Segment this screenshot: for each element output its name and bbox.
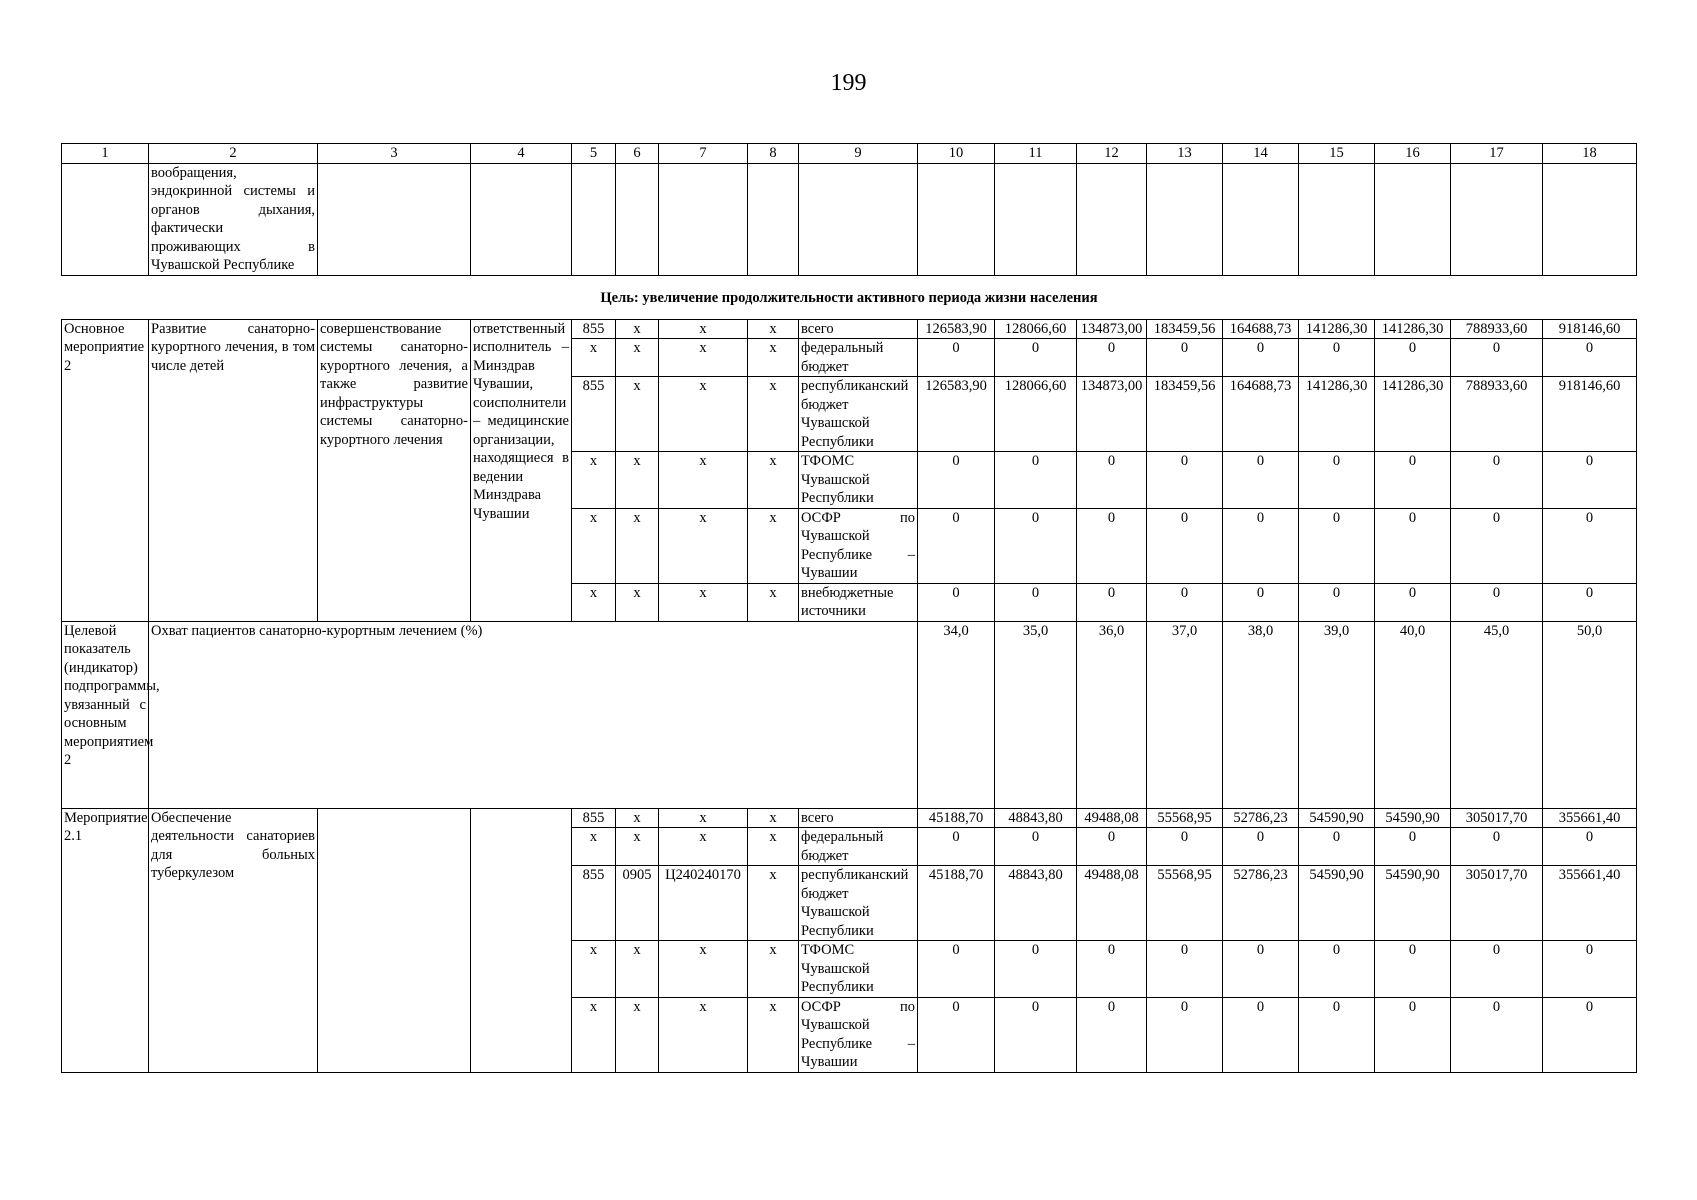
section-code: 0905 [616,866,659,941]
expense-code: х [748,583,799,621]
indicator-value: 45,0 [1451,621,1543,808]
value-cell: 0 [1451,997,1543,1072]
value-cell: 355661,40 [1543,866,1637,941]
value-cell: 0 [1147,941,1223,998]
cell-empty [659,163,748,275]
header-cell: 3 [318,144,471,164]
target-code: х [659,452,748,509]
grbs-code: х [572,997,616,1072]
value-cell: 0 [995,941,1077,998]
value-cell: 0 [1077,828,1147,866]
value-cell: 0 [1223,508,1299,583]
indicator-text: Охват пациентов санаторно-курортным лечением (%) [149,621,918,808]
funding-source: ТФОМС Чувашской Республики [799,452,918,509]
target-code: х [659,808,748,828]
main-event-goal: совершенствование системы санаторно-курортного лечения, а также развитие инфраструктуры системы санаторно-курортного лечения [318,319,471,621]
value-cell: 0 [1375,997,1451,1072]
target-code: х [659,828,748,866]
header-cell: 9 [799,144,918,164]
value-cell: 0 [1375,339,1451,377]
value-cell: 0 [918,583,995,621]
cell-empty [62,163,149,275]
cell-empty [1375,163,1451,275]
header-cell: 12 [1077,144,1147,164]
value-cell: 128066,60 [995,319,1077,339]
indicator-value: 34,0 [918,621,995,808]
value-cell: 0 [1077,583,1147,621]
target-code: х [659,583,748,621]
value-cell: 0 [1299,339,1375,377]
section-code: х [616,941,659,998]
grbs-code: 855 [572,866,616,941]
value-cell: 54590,90 [1299,808,1375,828]
value-cell: 0 [995,508,1077,583]
cell-empty [799,163,918,275]
funding-source: ОСФР по Чувашской Республике – Чувашии [799,508,918,583]
funding-source: ТФОМС Чувашской Республики [799,941,918,998]
funding-source: федеральный бюджет [799,339,918,377]
value-cell: 52786,23 [1223,866,1299,941]
value-cell: 134873,00 [1077,319,1147,339]
value-cell: 141286,30 [1299,319,1375,339]
funding-source: внебюджетные источники [799,583,918,621]
section-code: х [616,339,659,377]
funding-source: республиканский бюджет Чувашской Республики [799,866,918,941]
value-cell: 788933,60 [1451,319,1543,339]
value-cell: 0 [1147,828,1223,866]
value-cell: 305017,70 [1451,808,1543,828]
header-row [62,144,1637,164]
value-cell: 305017,70 [1451,866,1543,941]
expense-code: х [748,508,799,583]
cell-empty [318,808,471,1072]
indicator-value: 50,0 [1543,621,1637,808]
value-cell: 0 [1451,339,1543,377]
value-cell: 0 [1223,583,1299,621]
value-cell: 55568,95 [1147,808,1223,828]
value-cell: 0 [1299,583,1375,621]
goal-heading: Цель: увеличение продолжительности активного периода жизни населения [62,275,1637,319]
value-cell: 0 [1543,828,1637,866]
main-event-executor: ответственный исполнитель – Минздрав Чувашии, соисполнители – медицинские организации, находящиеся в ведении Минздрава Чувашии [471,319,572,621]
value-cell: 128066,60 [995,377,1077,452]
value-cell: 788933,60 [1451,377,1543,452]
value-cell: 0 [918,508,995,583]
value-cell: 918146,60 [1543,377,1637,452]
target-code: Ц240240170 [659,866,748,941]
cell-empty [1543,163,1637,275]
grbs-code: 855 [572,319,616,339]
value-cell: 45188,70 [918,866,995,941]
value-cell: 0 [918,452,995,509]
cell-empty [1451,163,1543,275]
page-number: 199 [830,70,867,96]
header-cell: 10 [918,144,995,164]
value-cell: 0 [1451,828,1543,866]
continuation-text: вообращения, эндокринной системы и органов дыхания, фактически проживающих в Чувашской Республике [149,163,318,275]
expense-code: х [748,377,799,452]
cell-empty [318,163,471,275]
funding-source: всего [799,319,918,339]
expense-code: х [748,808,799,828]
budget-table [61,143,1637,1073]
indicator-value: 39,0 [1299,621,1375,808]
table-row [62,319,1637,339]
funding-source: всего [799,808,918,828]
value-cell: 0 [1375,941,1451,998]
header-cell: 13 [1147,144,1223,164]
indicator-row [62,621,1637,808]
cell-empty [748,163,799,275]
expense-code: х [748,866,799,941]
grbs-code: х [572,452,616,509]
value-cell: 164688,73 [1223,319,1299,339]
target-code: х [659,997,748,1072]
value-cell: 48843,80 [995,866,1077,941]
value-cell: 0 [995,583,1077,621]
target-code: х [659,941,748,998]
value-cell: 0 [1375,583,1451,621]
goal-row [62,275,1637,319]
expense-code: х [748,339,799,377]
cell-empty [1077,163,1147,275]
value-cell: 0 [995,452,1077,509]
value-cell: 0 [1299,508,1375,583]
grbs-code: 855 [572,377,616,452]
indicator-value: 37,0 [1147,621,1223,808]
value-cell: 0 [918,828,995,866]
value-cell: 183459,56 [1147,377,1223,452]
funding-source: федеральный бюджет [799,828,918,866]
value-cell: 0 [1375,828,1451,866]
grbs-code: х [572,941,616,998]
header-cell: 2 [149,144,318,164]
value-cell: 0 [1077,941,1147,998]
section-code: х [616,508,659,583]
value-cell: 0 [1077,508,1147,583]
expense-code: х [748,452,799,509]
funding-source: республиканский бюджет Чувашской Республики [799,377,918,452]
target-code: х [659,508,748,583]
value-cell: 45188,70 [918,808,995,828]
main-event-label: Основное мероприятие 2 [62,319,149,621]
value-cell: 0 [1299,452,1375,509]
expense-code: х [748,941,799,998]
value-cell: 0 [1451,508,1543,583]
cell-empty [918,163,995,275]
value-cell: 54590,90 [1299,866,1375,941]
target-code: х [659,319,748,339]
header-cell: 6 [616,144,659,164]
cell-empty [995,163,1077,275]
value-cell: 0 [1077,997,1147,1072]
value-cell: 355661,40 [1543,808,1637,828]
value-cell: 0 [1147,452,1223,509]
cell-empty [1147,163,1223,275]
header-cell: 11 [995,144,1077,164]
value-cell: 0 [918,339,995,377]
expense-code: х [748,997,799,1072]
sub-event-label: Мероприятие 2.1 [62,808,149,1072]
section-code: х [616,377,659,452]
section-code: х [616,808,659,828]
value-cell: 0 [1223,828,1299,866]
indicator-value: 36,0 [1077,621,1147,808]
value-cell: 0 [918,997,995,1072]
value-cell: 0 [995,997,1077,1072]
section-code: х [616,997,659,1072]
header-cell: 4 [471,144,572,164]
header-cell: 14 [1223,144,1299,164]
funding-source: ОСФР по Чувашской Республике – Чувашии [799,997,918,1072]
section-code: х [616,583,659,621]
value-cell: 164688,73 [1223,377,1299,452]
value-cell: 0 [1299,997,1375,1072]
value-cell: 0 [1543,452,1637,509]
value-cell: 0 [1543,339,1637,377]
cell-empty [1223,163,1299,275]
value-cell: 0 [1375,452,1451,509]
value-cell: 0 [1375,508,1451,583]
header-cell: 16 [1375,144,1451,164]
table-row [62,808,1637,828]
grbs-code: х [572,508,616,583]
indicator-label: Целевой показатель (индикатор) подпрограммы, увязанный с основным мероприятием 2 [62,621,149,808]
cell-empty [1299,163,1375,275]
value-cell: 141286,30 [1299,377,1375,452]
header-cell: 1 [62,144,149,164]
value-cell: 0 [1299,828,1375,866]
section-code: х [616,319,659,339]
target-code: х [659,339,748,377]
main-event-title: Развитие санаторно-курортного лечения, в том числе детей [149,319,318,621]
value-cell: 49488,08 [1077,808,1147,828]
grbs-code: х [572,583,616,621]
cell-empty [471,808,572,1072]
target-code: х [659,377,748,452]
value-cell: 141286,30 [1375,377,1451,452]
header-cell: 15 [1299,144,1375,164]
indicator-value: 38,0 [1223,621,1299,808]
value-cell: 0 [1077,339,1147,377]
value-cell: 0 [1147,508,1223,583]
header-cell: 17 [1451,144,1543,164]
grbs-code: х [572,339,616,377]
section-code: х [616,828,659,866]
value-cell: 0 [1223,997,1299,1072]
expense-code: х [748,319,799,339]
value-cell: 126583,90 [918,377,995,452]
value-cell: 48843,80 [995,808,1077,828]
value-cell: 54590,90 [1375,808,1451,828]
grbs-code: х [572,828,616,866]
value-cell: 55568,95 [1147,866,1223,941]
value-cell: 0 [1147,997,1223,1072]
value-cell: 0 [1451,452,1543,509]
value-cell: 54590,90 [1375,866,1451,941]
value-cell: 49488,08 [1077,866,1147,941]
value-cell: 141286,30 [1375,319,1451,339]
header-cell: 8 [748,144,799,164]
value-cell: 0 [918,941,995,998]
continuation-row [62,163,1637,275]
value-cell: 0 [1543,941,1637,998]
section-code: х [616,452,659,509]
value-cell: 0 [1451,583,1543,621]
value-cell: 0 [1543,508,1637,583]
value-cell: 918146,60 [1543,319,1637,339]
grbs-code: 855 [572,808,616,828]
expense-code: х [748,828,799,866]
value-cell: 0 [1451,941,1543,998]
value-cell: 0 [1299,941,1375,998]
value-cell: 0 [995,339,1077,377]
value-cell: 126583,90 [918,319,995,339]
cell-empty [572,163,616,275]
cell-empty [471,163,572,275]
value-cell: 0 [995,828,1077,866]
indicator-value: 35,0 [995,621,1077,808]
cell-empty [616,163,659,275]
indicator-value: 40,0 [1375,621,1451,808]
header-cell: 18 [1543,144,1637,164]
header-cell: 7 [659,144,748,164]
value-cell: 0 [1543,583,1637,621]
value-cell: 0 [1147,583,1223,621]
value-cell: 0 [1543,997,1637,1072]
value-cell: 0 [1223,941,1299,998]
value-cell: 0 [1223,452,1299,509]
header-cell: 5 [572,144,616,164]
sub-event-title: Обеспечение деятельности санаториев для больных туберкулезом [149,808,318,1072]
value-cell: 134873,00 [1077,377,1147,452]
value-cell: 52786,23 [1223,808,1299,828]
value-cell: 0 [1077,452,1147,509]
value-cell: 183459,56 [1147,319,1223,339]
value-cell: 0 [1223,339,1299,377]
value-cell: 0 [1147,339,1223,377]
